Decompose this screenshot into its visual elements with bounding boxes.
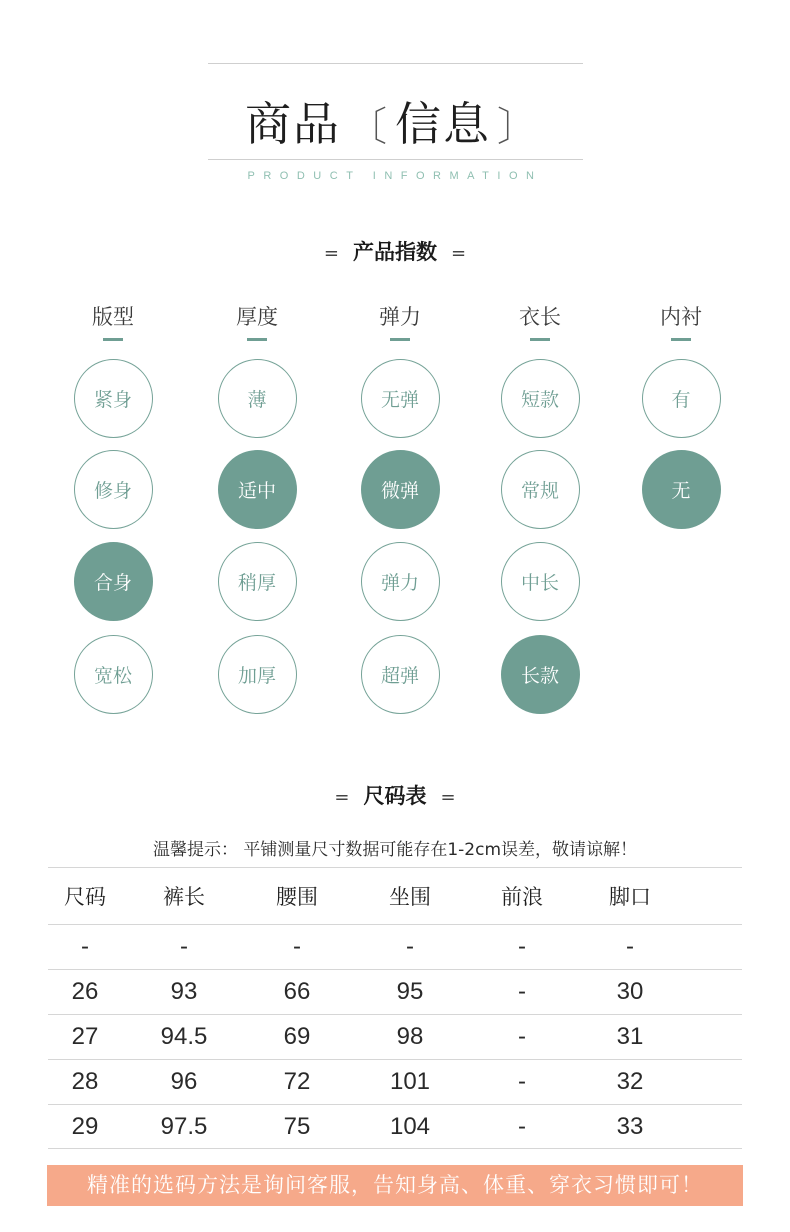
header-top-rule [208,63,583,64]
index-option-label: 宽松 [93,665,132,687]
table-cell: - [518,1112,526,1140]
header-bottom-rule [208,159,583,160]
table-cell: - [518,1068,526,1095]
index-option-circle [74,450,153,529]
column-underline [530,338,550,341]
table-cell: - [81,933,89,960]
index-column-label: 厚度 [236,305,278,329]
table-header-row [48,867,742,924]
index-column-label: 版型 [92,305,134,329]
table-cell: 104 [389,1112,431,1140]
column-underline [671,338,691,341]
index-option-label: 修身 [93,480,132,502]
index-option-circle [218,635,297,714]
table-cell: 95 [396,978,424,1005]
heading-eq-right: = [451,243,467,264]
index-option-label: 无弹 [380,389,419,411]
table-row [48,924,742,969]
table-cell: 30 [616,978,644,1005]
size-heading-text: 尺码表 [363,784,427,808]
index-option-label: 常规 [520,480,559,502]
heading-eq-left: = [323,243,339,264]
index-option-label: 中长 [520,572,559,594]
index-option-label: 有 [671,389,691,411]
table-cell: - [518,978,526,1005]
table-cell: 93 [170,978,198,1005]
table-cell: 27 [71,1023,99,1050]
index-option-label: 稍厚 [237,572,276,594]
index-option-circle [361,450,440,529]
bracket-open: 〔 [347,104,389,150]
table-row [48,1104,742,1149]
index-column-label: 内衬 [660,305,702,329]
table-cell: - [406,933,414,960]
index-column [485,302,595,341]
table-header-cell: 脚口 [609,885,651,909]
index-option-circle [361,542,440,621]
index-option-circle [501,635,580,714]
table-cell: - [626,933,634,960]
table-header-cell: 尺码 [64,885,106,909]
table-cell: 97.5 [160,1112,208,1140]
index-option-label: 合身 [93,572,132,594]
table-header-cell: 坐围 [389,885,431,909]
title-right: 信息 [395,97,491,151]
column-underline [103,338,123,341]
index-column [202,302,312,341]
table-cell: 96 [170,1068,198,1095]
column-underline [390,338,410,341]
table-cell: - [180,933,188,960]
table-header-cell: 前浪 [501,885,543,909]
page-title [0,88,790,154]
table-cell: - [518,1023,526,1050]
index-section-heading [0,236,790,266]
index-option-label: 超弹 [380,665,419,687]
index-option-label: 长款 [520,665,559,687]
table-cell: 29 [71,1112,99,1140]
title-left: 商品 [245,97,341,151]
index-column-label: 弹力 [379,305,421,329]
index-option-circle [642,359,721,438]
table-cell: - [518,933,526,960]
index-option-label: 无 [671,480,691,502]
table-cell: 69 [283,1023,311,1050]
bracket-close: 〕 [497,104,539,150]
size-table [48,867,742,1149]
column-underline [247,338,267,341]
index-column [626,302,736,341]
table-cell: 31 [616,1023,644,1050]
index-option-label: 紧身 [93,389,132,411]
table-header-cell: 腰围 [276,885,318,909]
table-cell: 66 [283,978,311,1005]
table-cell: 32 [616,1068,644,1095]
index-column [58,302,168,341]
index-option-circle [642,450,721,529]
table-row [48,969,742,1014]
index-option-circle [74,359,153,438]
table-cell: 98 [396,1023,424,1050]
size-section-heading [0,780,790,810]
index-option-circle [501,450,580,529]
table-cell: 26 [71,978,99,1005]
table-cell: 101 [389,1068,431,1095]
index-option-label: 短款 [520,389,559,411]
size-heading-eq-left: = [334,787,350,808]
table-cell: 72 [283,1068,311,1095]
footer-banner: 精准的选码方法是询问客服，告知身高、体重、穿衣习惯即可！ [47,1165,743,1206]
table-row [48,1059,742,1104]
index-option-circle [501,359,580,438]
index-column-label: 衣长 [519,305,561,329]
table-cell: 28 [71,1068,99,1095]
index-option-circle [74,542,153,621]
index-option-circle [361,635,440,714]
index-option-circle [74,635,153,714]
index-option-circle [218,450,297,529]
index-option-circle [361,359,440,438]
index-option-label: 适中 [237,480,276,502]
table-header-cell: 裤长 [163,885,205,909]
table-row [48,1014,742,1059]
index-option-label: 弹力 [380,572,419,594]
table-cell: - [293,933,301,960]
index-option-label: 薄 [247,389,267,411]
index-column [345,302,455,341]
index-option-label: 加厚 [237,665,276,687]
size-heading-eq-right: = [440,787,456,808]
table-cell: 94.5 [160,1023,208,1050]
measurement-note: 温馨提示： 平铺测量尺寸数据可能存在1-2cm误差，敬请谅解！ [152,840,638,860]
table-cell: 33 [616,1112,644,1140]
index-option-label: 微弹 [380,480,419,502]
index-option-circle [218,542,297,621]
index-option-circle [501,542,580,621]
index-option-circle [218,359,297,438]
index-heading-text: 产品指数 [353,240,437,264]
page-subtitle: PRODUCT INFORMATION [247,170,543,182]
table-cell: 75 [283,1112,311,1140]
